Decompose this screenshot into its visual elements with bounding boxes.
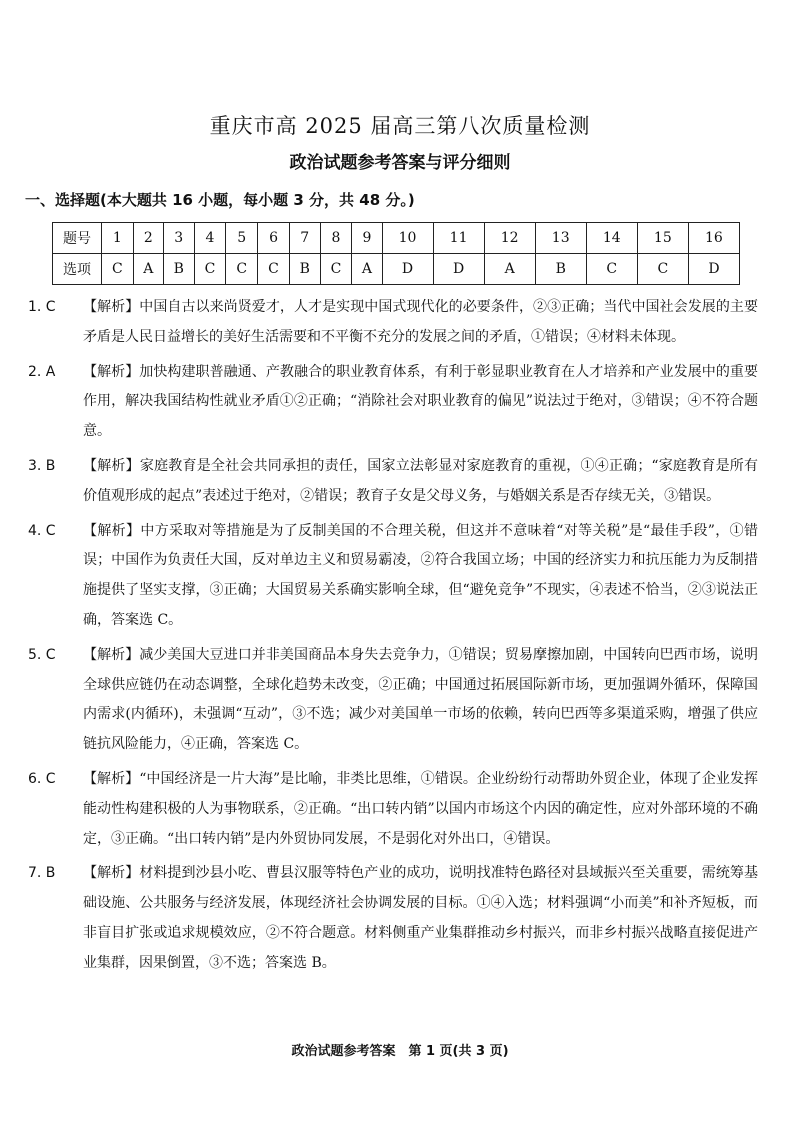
question-number: 14 xyxy=(586,223,637,254)
item-number: 1. C xyxy=(28,299,56,315)
row-label-number: 题号 xyxy=(53,223,102,254)
item-text: 【解析】加快构建职普融通、产教融合的职业教育体系，有利于彰显职业教育在人才培养和产业发展中的重要作用，解决我国结构性就业矛盾①②正确；“消除社会对职业教育的偏见”说法过于绝对，③错误；④不符合题意。 xyxy=(83,363,758,440)
answer-cell: D xyxy=(382,254,433,285)
item-number: 2. A xyxy=(28,363,56,380)
question-number: 9 xyxy=(352,223,382,254)
item-number: 4. C xyxy=(28,522,56,539)
question-number: 8 xyxy=(320,223,352,254)
question-number: 15 xyxy=(637,223,688,254)
question-number-row xyxy=(53,223,740,254)
item-text: 【解析】减少美国大豆进口并非美国商品本身失去竞争力，①错误；贸易摩擦加剧，中国转向巴西市场，说明全球供应链仍在动态调整，全球化趋势未改变，②正确；中国通过拓展国际新市场，更加强调外循环，保障国内需求(内循环)，未强调“互动”，③不选；减少对美国单一市场的依赖，转向巴西等多渠道采购，增强了供应链抗风险能力，④正确，答案选 C。 xyxy=(83,646,758,753)
item-text: 【解析】材料提到沙县小吃、曹县汉服等特色产业的成功，说明找准特色路径对县域振兴至关重要，需统筹基础设施、公共服务与经济发展，体现经济社会协调发展的目标。①④入选；材料强调“小而美”和补齐短板，而非盲目扩张或追求规模效应，②不符合题意。材料侧重产业集群推动乡村振兴，而非乡村振兴战略直接促进产业集群，因果倒置，③不选；答案选 B。 xyxy=(83,865,758,971)
answer-cell: C xyxy=(586,254,637,285)
item-number: 6. C xyxy=(28,770,56,787)
explanation-item xyxy=(28,641,758,760)
explanation-list xyxy=(28,293,758,984)
item-text: 【解析】中国自古以来尚贤爱才，人才是实现中国式现代化的必要条件，②③正确；当代中国社会发展的主要矛盾是人民日益增长的美好生活需要和不平衡不充分的发展之间的矛盾，①错误；④材料未体现。 xyxy=(83,299,758,345)
answer-cell: D xyxy=(433,254,484,285)
question-number: 16 xyxy=(688,223,739,254)
item-number: 7. B xyxy=(28,865,56,882)
question-number: 6 xyxy=(258,223,290,254)
answer-cell: C xyxy=(320,254,352,285)
question-number: 10 xyxy=(382,223,433,254)
answer-cell: B xyxy=(289,254,320,285)
question-number: 5 xyxy=(226,223,258,254)
item-text: 【解析】“中国经济是一片大海”是比喻，非类比思维，①错误。企业纷纷行动帮助外贸企业，体现了企业发挥能动性构建积极的人为事物联系，②正确。“出口转内销”以国内市场这个内因的确定性，应对外部环境的不确定，③正确。“出口转内销”是内外贸协同发展，不是弱化对外出口，④错误。 xyxy=(83,770,758,847)
explanation-item xyxy=(28,452,758,512)
answer-row xyxy=(53,254,740,285)
page-title: 重庆市高 2025 届高三第八次质量检测 xyxy=(209,114,591,138)
question-number: 11 xyxy=(433,223,484,254)
question-number: 4 xyxy=(194,223,226,254)
explanation-item xyxy=(28,293,758,353)
question-number: 12 xyxy=(484,223,535,254)
page-subtitle: 政治试题参考答案与评分细则 xyxy=(289,153,511,173)
item-text: 【解析】家庭教育是全社会共同承担的责任，国家立法彰显对家庭教育的重视，①④正确；“家庭教育是所有价值观形成的起点”表述过于绝对，②错误；教育子女是父母义务，与婚姻关系是否存续无关，③错误。 xyxy=(83,457,758,504)
explanation-item xyxy=(28,859,758,978)
section-heading: 一、选择题(本大题共 16 小题，每小题 3 分，共 48 分。) xyxy=(25,191,415,209)
explanation-item xyxy=(28,765,758,854)
answer-cell: A xyxy=(484,254,535,285)
row-label-answer: 选项 xyxy=(53,254,102,285)
item-number: 3. B xyxy=(28,457,56,474)
question-number: 13 xyxy=(535,223,586,254)
explanation-item xyxy=(28,358,758,447)
question-number: 7 xyxy=(289,223,320,254)
question-number: 3 xyxy=(163,223,194,254)
explanation-item xyxy=(28,517,758,636)
question-number: 1 xyxy=(102,223,134,254)
answer-cell: C xyxy=(637,254,688,285)
answer-cell: B xyxy=(535,254,586,285)
answer-cell: A xyxy=(352,254,382,285)
page-footer: 政治试题参考答案 第 1 页(共 3 页) xyxy=(291,1044,509,1059)
answer-cell: C xyxy=(102,254,134,285)
answer-cell: D xyxy=(688,254,739,285)
question-number: 2 xyxy=(133,223,163,254)
answer-cell: C xyxy=(258,254,290,285)
answer-cell: C xyxy=(194,254,226,285)
item-text: 【解析】中方采取对等措施是为了反制美国的不合理关税，但这并不意味着“对等关税”是“最佳手段”，①错误；中国作为负责任大国，反对单边主义和贸易霸凌，②符合我国立场；中国的经济实力和抗压能力为反制措施提供了坚实支撑，③正确；大国贸易关系确实影响全球，但“避免竞争”不现实，④表述不恰当，②③说法正确，答案选 C。 xyxy=(83,522,758,628)
answer-cell: B xyxy=(163,254,194,285)
answer-table xyxy=(52,222,740,285)
answer-cell: C xyxy=(226,254,258,285)
item-number: 5. C xyxy=(28,646,56,663)
answer-cell: A xyxy=(133,254,163,285)
